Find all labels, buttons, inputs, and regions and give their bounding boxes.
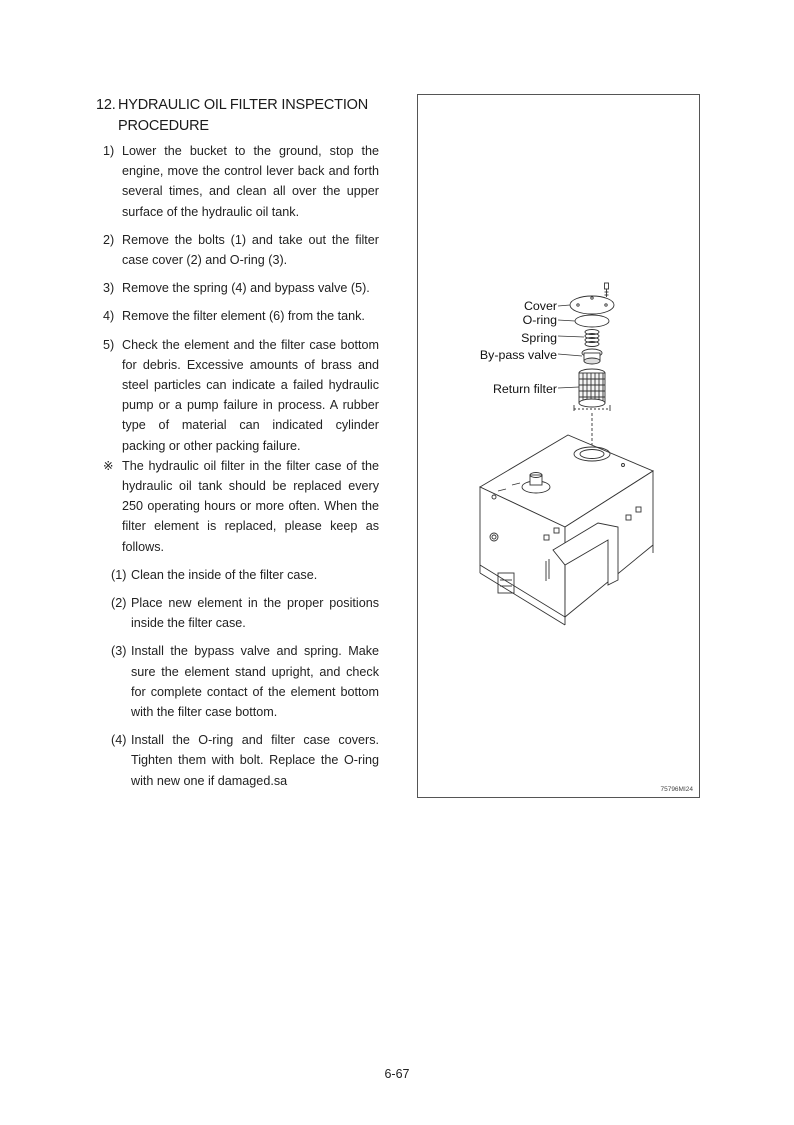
figure-frame <box>417 94 700 798</box>
section-title <box>96 95 396 137</box>
substep-2 <box>103 593 379 633</box>
step-text: Lower the bucket to the ground, stop the engine, move the control lever back and forth several times, and clean all over the upper surface of the hydraulic oil tank. <box>122 144 379 219</box>
step-marker: 2) <box>103 232 115 247</box>
section-number: 12. <box>96 97 116 113</box>
page-number: 6-67 <box>384 1067 410 1081</box>
substep-text: Place new element in the proper positions inside the filter case. <box>131 596 379 631</box>
step-marker: 4) <box>103 309 115 324</box>
step-marker: 5) <box>103 337 115 352</box>
step-3 <box>103 278 379 298</box>
step-2 <box>103 230 379 270</box>
substep-marker: (1) <box>111 567 127 582</box>
figure-id: 75796MI24 <box>660 786 693 793</box>
oring-drawing <box>575 315 609 327</box>
hydraulic-tank-illustration <box>418 95 701 799</box>
step-marker: 1) <box>103 144 115 158</box>
bolt-drawing <box>605 283 609 297</box>
tank-drawing <box>480 435 653 625</box>
step-text: Remove the spring (4) and bypass valve (5). <box>122 281 370 296</box>
substep-text: Install the O-ring and filter case covers. Tighten them with bolt. Replace the O-ring with new one if damaged.sa <box>131 733 379 788</box>
cover-label: Cover <box>523 299 557 313</box>
substep-marker: (4) <box>111 733 127 748</box>
cover-drawing <box>570 296 614 314</box>
substep-text: Install the bypass valve and spring. Make sure the element stand upright, and check for complete contact of the element bottom with the filter case bottom. <box>131 644 379 720</box>
step-1 <box>103 141 379 222</box>
substep-4 <box>103 730 379 791</box>
spring-label: Spring <box>521 331 557 345</box>
bypass-valve-label: By-pass valve <box>479 348 557 362</box>
return-filter-label: Return filter <box>492 382 557 396</box>
step-text: Remove the filter element (6) from the tank. <box>122 309 365 324</box>
substep-marker: (2) <box>111 596 127 611</box>
section-title-line1: HYDRAULIC OIL FILTER INSPECTION <box>118 97 369 113</box>
substep-3 <box>103 641 379 722</box>
bypass-valve-drawing <box>582 349 602 364</box>
step-text: Check the element and the filter case bottom for debris. Excessive amounts of brass and steel particles can indicate a failed hydraulic pump or a pump failure in process. A rubber type of material can indicated cylinder packing or other packing failure. <box>122 337 379 453</box>
section-title-line2: PROCEDURE <box>118 118 209 134</box>
return-filter-drawing <box>574 369 610 411</box>
oring-label: O-ring <box>522 313 557 327</box>
note-marker: ※ <box>103 458 114 473</box>
step-5 <box>103 335 379 456</box>
note <box>103 456 379 557</box>
substep-1 <box>103 565 379 585</box>
step-4 <box>103 306 379 326</box>
substep-marker: (3) <box>111 644 127 659</box>
procedure-text <box>103 141 379 791</box>
substep-text: Clean the inside of the filter case. <box>131 567 318 582</box>
step-text: Remove the bolts (1) and take out the filter case cover (2) and O-ring (3). <box>122 232 379 268</box>
spring-drawing <box>585 330 599 347</box>
note-text: The hydraulic oil filter in the filter case of the hydraulic oil tank should be replaced every 250 operating hours or more often. When the filter element is replaced, please keep as follows. <box>122 458 379 554</box>
step-marker: 3) <box>103 281 115 296</box>
